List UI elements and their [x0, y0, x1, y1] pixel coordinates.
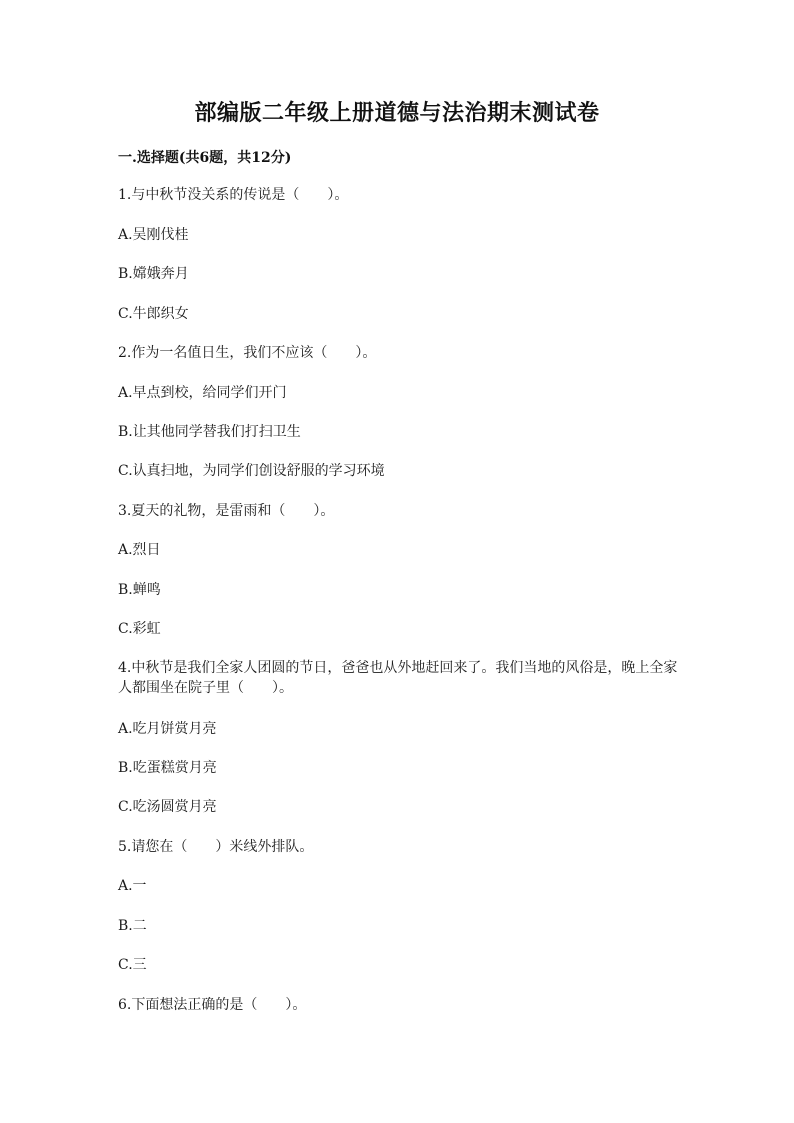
question-3-option-a: A.烈日	[118, 542, 161, 558]
question-3-option-c: C.彩虹	[118, 621, 161, 637]
question-1-option-a: A.吴刚伐桂	[118, 227, 189, 243]
question-2-stem: 2.作为一名值日生，我们不应该（ ）。	[118, 345, 377, 361]
question-3-option-b: B.蝉鸣	[118, 582, 161, 598]
question-3-stem: 3.夏天的礼物，是雷雨和（ ）。	[118, 503, 335, 519]
question-2-option-b: B.让其他同学替我们打扫卫生	[118, 424, 301, 440]
question-2-option-a: A.早点到校，给同学们开门	[118, 385, 287, 401]
question-5-option-b: B.二	[118, 918, 147, 934]
question-4-stem: 4.中秋节是我们全家人团圆的节日，爸爸也从外地赶回来了。我们当地的风俗是，晚上全家人都围坐在院子里（ ）。	[118, 660, 678, 696]
question-5-stem: 5.请您在（ ）米线外排队。	[118, 839, 314, 855]
section-heading: 一.选择题(共6题，共12分)	[118, 150, 292, 166]
question-1-stem: 1.与中秋节没关系的传说是（ ）。	[118, 187, 349, 203]
question-2-option-c: C.认真扫地，为同学们创设舒服的学习环境	[118, 463, 385, 479]
question-5-option-c: C.三	[118, 957, 147, 973]
question-1-option-b: B.嫦娥奔月	[118, 266, 189, 282]
question-4-option-b: B.吃蛋糕赏月亮	[118, 760, 217, 776]
page-title: 部编版二年级上册道德与法治期末测试卷	[194, 100, 600, 126]
question-1-option-c: C.牛郎织女	[118, 306, 189, 322]
question-4-option-a: A.吃月饼赏月亮	[118, 721, 217, 737]
question-6-stem: 6.下面想法正确的是（ ）。	[118, 997, 307, 1013]
question-4-option-c: C.吃汤圆赏月亮	[118, 799, 217, 815]
question-5-option-a: A.一	[118, 878, 147, 894]
